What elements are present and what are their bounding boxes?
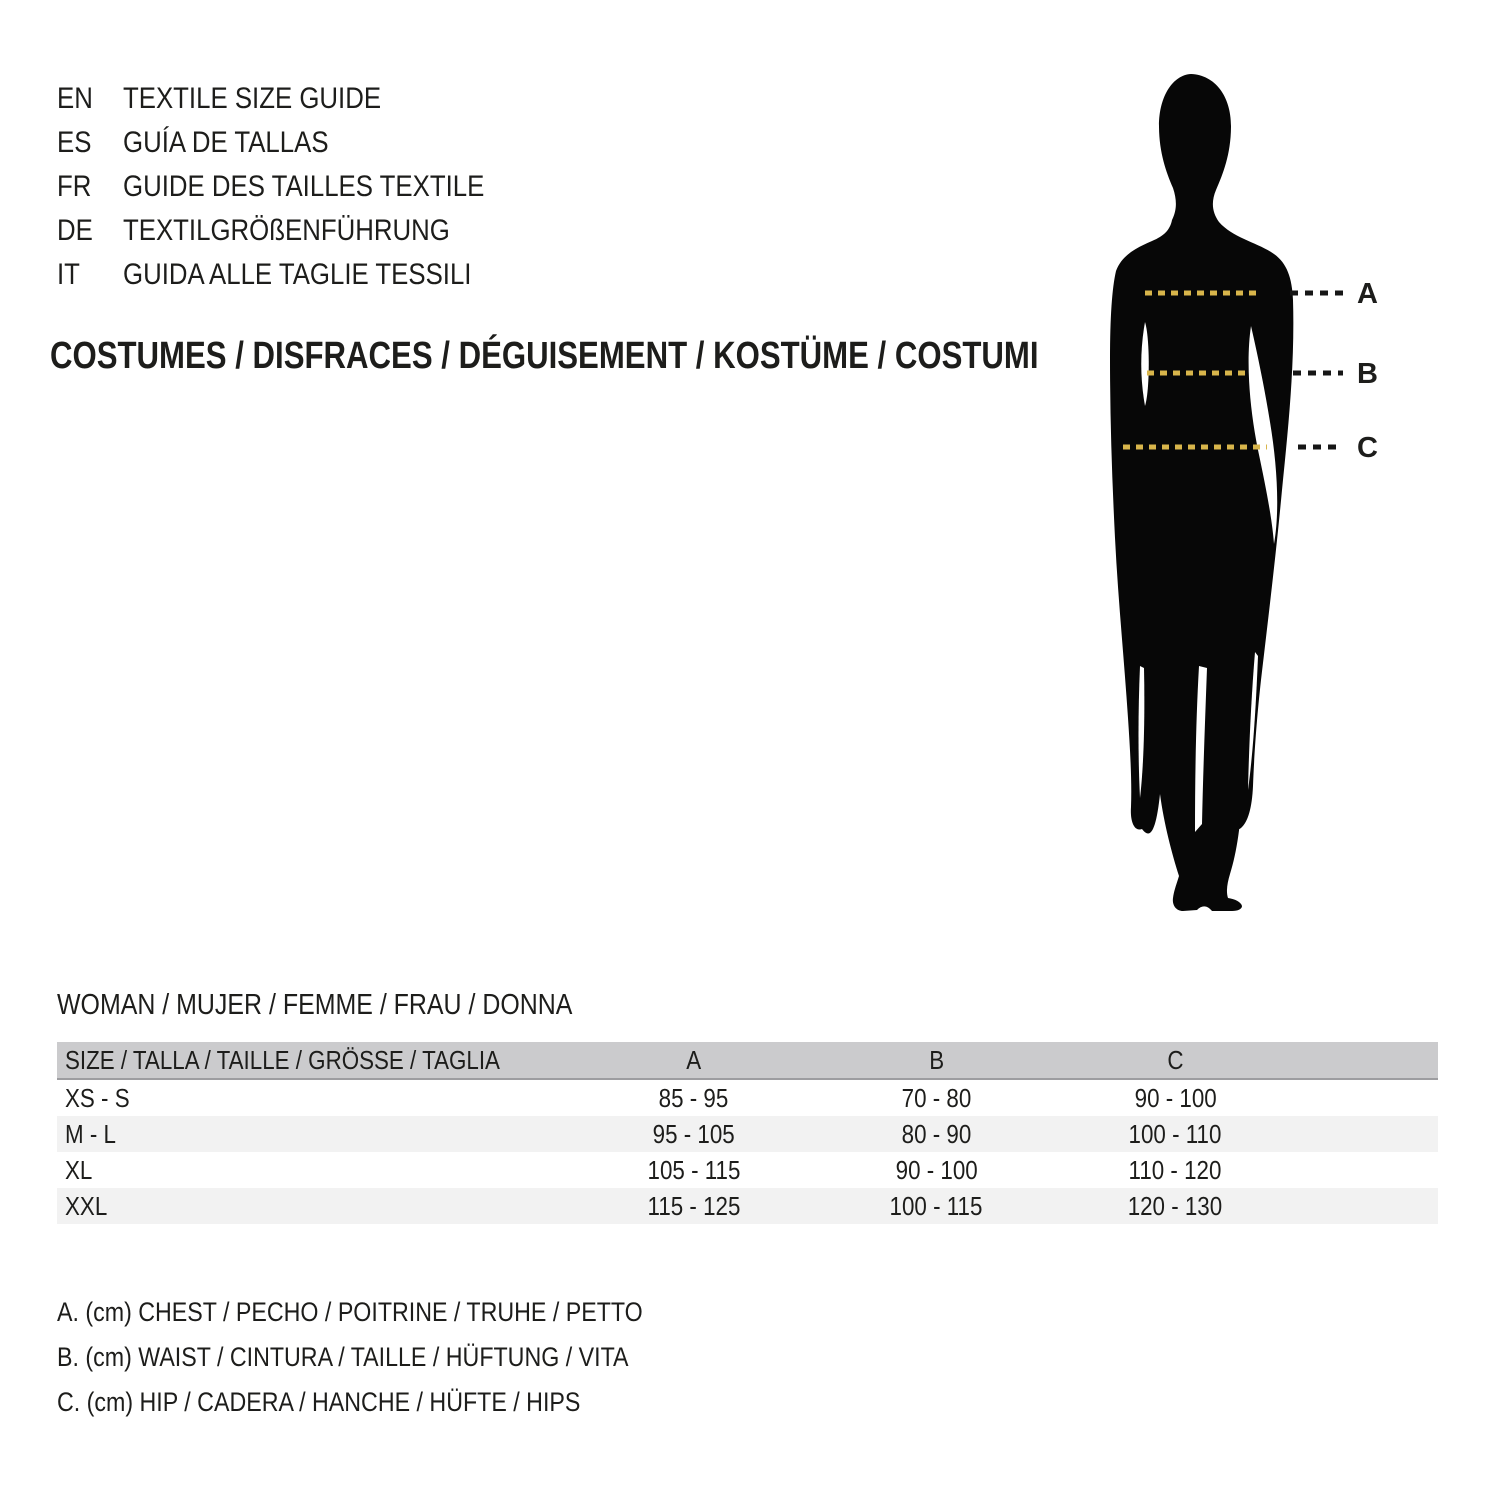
chest-range-cell: 85 - 95 bbox=[659, 1082, 729, 1113]
measure-label-a: A bbox=[1357, 278, 1378, 310]
hip-range-cell: 90 - 100 bbox=[1134, 1082, 1217, 1113]
legend-item-hip: C. (cm) HIP / CADERA / HANCHE / HÜFTE / HIPS bbox=[57, 1387, 581, 1417]
chest-range-cell: 95 - 105 bbox=[652, 1118, 735, 1149]
size-cell: XS - S bbox=[65, 1082, 130, 1113]
language-code: FR bbox=[57, 170, 92, 203]
language-list bbox=[57, 77, 543, 297]
language-code: EN bbox=[57, 82, 93, 115]
table-row bbox=[57, 1080, 1438, 1116]
measure-label-b: B bbox=[1357, 358, 1378, 390]
size-column-header: SIZE / TALLA / TAILLE / GRÖSSE / TAGLIA bbox=[65, 1044, 500, 1075]
language-row bbox=[57, 77, 543, 121]
language-row bbox=[57, 209, 543, 253]
size-cell: XXL bbox=[65, 1190, 108, 1221]
language-row bbox=[57, 121, 543, 165]
language-code: IT bbox=[57, 258, 80, 291]
language-row bbox=[57, 253, 543, 297]
category-title: COSTUMES / DISFRACES / DÉGUISEMENT / KOSTÜME / COSTUMI bbox=[50, 335, 1039, 377]
hip-range-cell: 100 - 110 bbox=[1128, 1118, 1222, 1149]
table-row bbox=[57, 1152, 1438, 1188]
size-table bbox=[57, 1042, 1438, 1224]
column-header-a: A bbox=[686, 1044, 702, 1075]
waist-range-cell: 100 - 115 bbox=[889, 1190, 983, 1221]
measure-label-c: C bbox=[1357, 432, 1378, 464]
hip-range-cell: 120 - 130 bbox=[1128, 1190, 1223, 1221]
language-title: TEXTILE SIZE GUIDE bbox=[123, 82, 382, 115]
size-table-header-row bbox=[57, 1042, 1438, 1080]
language-code: ES bbox=[57, 126, 92, 159]
legend-item-waist: B. (cm) WAIST / CINTURA / TAILLE / HÜFTUNG / VITA bbox=[57, 1342, 629, 1372]
size-figure bbox=[1060, 60, 1500, 950]
language-title: GUIDA ALLE TAGLIE TESSILI bbox=[123, 258, 472, 291]
column-header-b: B bbox=[928, 1044, 944, 1075]
language-row bbox=[57, 165, 543, 209]
woman-section-title: WOMAN / MUJER / FEMME / FRAU / DONNA bbox=[57, 989, 573, 1021]
table-row bbox=[57, 1188, 1438, 1224]
language-title: GUÍA DE TALLAS bbox=[123, 126, 329, 159]
chest-range-cell: 115 - 125 bbox=[647, 1190, 741, 1221]
size-cell: XL bbox=[65, 1154, 93, 1185]
woman-silhouette-figure bbox=[1060, 60, 1500, 950]
table-row bbox=[57, 1116, 1438, 1152]
legend-item-chest: A. (cm) CHEST / PECHO / POITRINE / TRUHE / PETTO bbox=[57, 1297, 643, 1327]
waist-range-cell: 90 - 100 bbox=[895, 1154, 978, 1185]
column-header-c: C bbox=[1167, 1044, 1184, 1075]
language-code: DE bbox=[57, 214, 93, 247]
waist-range-cell: 80 - 90 bbox=[901, 1118, 972, 1149]
language-title: GUIDE DES TAILLES TEXTILE bbox=[123, 170, 485, 203]
size-cell: M - L bbox=[65, 1118, 116, 1149]
hip-range-cell: 110 - 120 bbox=[1128, 1154, 1222, 1185]
measurement-legend bbox=[57, 1290, 738, 1425]
chest-range-cell: 105 - 115 bbox=[647, 1154, 741, 1185]
language-title: TEXTILGRÖßENFÜHRUNG bbox=[123, 214, 450, 247]
waist-range-cell: 70 - 80 bbox=[901, 1082, 972, 1113]
